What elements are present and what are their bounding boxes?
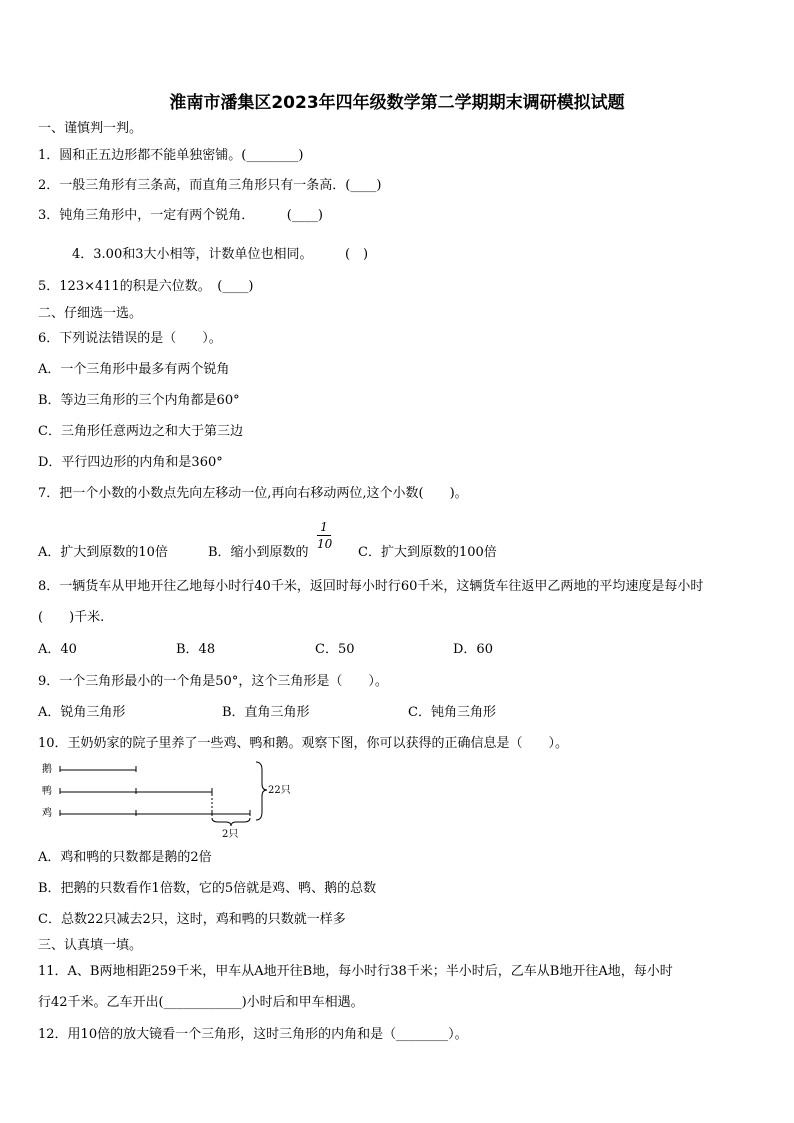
section-3-heading: 三、认真填一填。 <box>38 938 143 953</box>
goose-segment <box>60 766 136 772</box>
line-segment-diagram <box>38 758 308 840</box>
question-6-option-d: D．平行四边形的内角和是360° <box>38 455 223 470</box>
question-8-option-b: B．48 <box>176 642 216 657</box>
question-7-option-a: A．扩大到原数的10倍 <box>38 545 168 560</box>
question-4: 4．3.00和3大小相等，计数单位也相同。 ( ) <box>72 247 369 262</box>
question-10-option-b: B．把鹅的只数看作1倍数，它的5倍就是鸡、鸭、鹅的总数 <box>38 881 377 896</box>
fraction-one-tenth <box>317 521 331 550</box>
question-7-option-b: B．缩小到原数的 <box>208 545 309 560</box>
question-8-stem: 8．一辆货车从甲地开往乙地每小时行40千米，返回时每小时行60千米，这辆货车往返甲乙两地的平均速度是每小时 <box>38 579 704 594</box>
question-6-stem: 6．下列说法错误的是（ ）。 <box>38 331 222 346</box>
question-6-option-c: C．三角形任意两边之和大于第三边 <box>38 424 243 439</box>
question-6-option-a: A．一个三角形中最多有两个锐角 <box>38 362 230 377</box>
question-9-option-b: B．直角三角形 <box>222 705 310 720</box>
question-11-line-1: 11．A、B两地相距259千米，甲车从A地开往B地，每小时行38千米；半小时后，乙车从B地开往A地，每小时 <box>38 964 673 979</box>
label-goose: 鹅 <box>42 764 52 775</box>
question-12: 12．用10倍的放大镜看一个三角形，这时三角形的内角和是（________）。 <box>38 1027 468 1042</box>
chicken-segment <box>60 794 250 816</box>
question-10-stem: 10．王奶奶家的院子里养了一些鸡、鸭和鹅。观察下图，你可以获得的正确信息是（ ）。 <box>38 736 569 751</box>
question-8-stem-cont: ( )千米. <box>38 610 105 625</box>
question-9-option-c: C．钝角三角形 <box>408 705 496 720</box>
diff-brace <box>212 818 250 826</box>
section-1-heading: 一、谨慎判一判。 <box>38 121 143 136</box>
question-7-option-c: C．扩大到原数的100倍 <box>358 545 497 560</box>
section-2-heading: 二、仔细选一选。 <box>38 306 143 321</box>
question-8-option-d: D．60 <box>453 642 493 657</box>
page-title: 淮南市潘集区2023年四年级数学第二学期期末调研模拟试题 <box>169 93 625 113</box>
label-diff: 2只 <box>222 829 239 840</box>
label-chicken: 鸡 <box>42 808 52 819</box>
question-6-option-b: B．等边三角形的三个内角都是60° <box>38 393 240 408</box>
fraction-denominator: 10 <box>317 537 333 551</box>
question-9-stem: 9．一个三角形最小的一个角是50°，这个三角形是（ ）。 <box>38 674 388 689</box>
question-9-option-a: A．锐角三角形 <box>38 705 126 720</box>
question-7-stem: 7．把一个小数的小数点先向左移动一位,再向右移动两位,这个小数( )。 <box>38 486 468 501</box>
label-total: 22只 <box>268 785 291 796</box>
question-8-option-c: C．50 <box>315 642 355 657</box>
label-duck: 鸭 <box>42 786 52 797</box>
question-1: 1．圆和正五边形都不能单独密铺。(________) <box>38 148 304 163</box>
question-10-option-c: C．总数22只减去2只，这时，鸡和鸭的只数就一样多 <box>38 912 346 927</box>
question-10-option-a: A．鸡和鸭的只数都是鹅的2倍 <box>38 850 212 865</box>
question-8-option-a: A．40 <box>38 642 77 657</box>
question-3: 3．钝角三角形中，一定有两个锐角． (____) <box>38 208 323 223</box>
fraction-numerator: 1 <box>320 520 328 534</box>
question-11-line-2: 行42千米。乙车开出(____________)小时后和甲车相遇。 <box>38 995 364 1010</box>
question-2: 2．一般三角形有三条高，而直角三角形只有一条高．(____) <box>38 178 382 193</box>
duck-segment <box>60 788 212 794</box>
question-5: 5．123×411的积是六位数。 (____) <box>38 279 254 294</box>
total-brace <box>256 762 267 820</box>
